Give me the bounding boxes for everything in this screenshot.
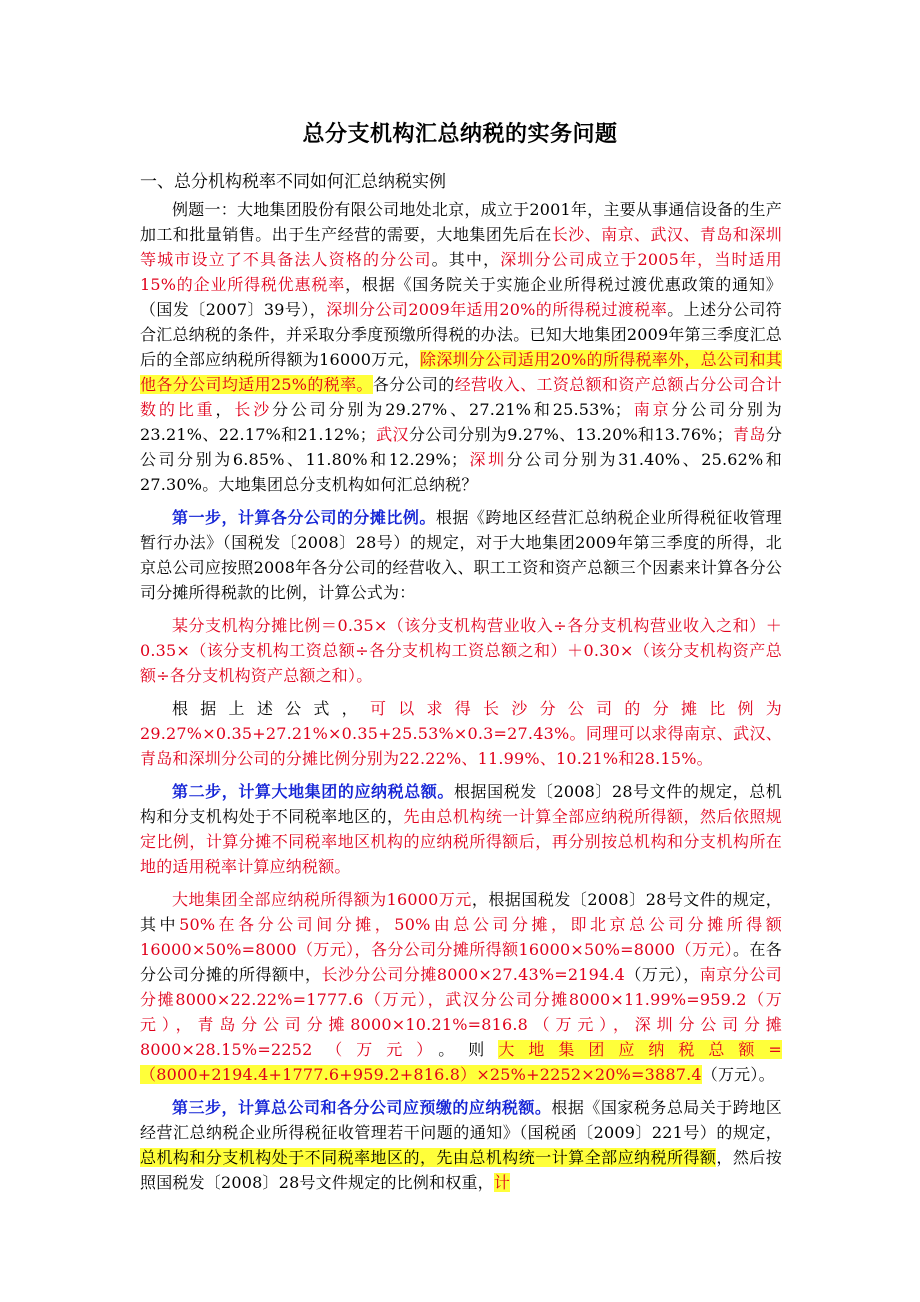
text-segment: 各分公司的 (372, 375, 455, 394)
text-segment: ，根据《国务院关于实施企业所得税过渡优惠政策的通知》（国发〔2007〕39号）， (140, 275, 782, 319)
text-segment: ，根据国税发〔2008〕28号文件的规定，其中 (140, 890, 782, 934)
section-heading: 一、总分机构税率不同如何汇总纳税实例 (140, 172, 446, 192)
paragraph-step-two (140, 779, 782, 879)
text-segment: （万元）， (625, 965, 700, 984)
text-segment: 除深圳分公司适用20%的所得税率外，总公司和其他各分公司均适用25%的税率。 (140, 350, 782, 394)
paragraph-calculation-one (140, 696, 782, 771)
text-segment: 总机构和分支机构处于不同税率地区的，先由总机构统一计算全部应纳税所得额 (140, 1148, 717, 1167)
text-segment: 根据上述公式， (172, 699, 370, 718)
paragraph-calculation-two (140, 887, 782, 1087)
text-segment: 根据《跨地区经营汇总纳税企业所得税征收管理暂行办法》（国税发〔2008〕28号）的规定，对于大地集团2009年第三季度的所得，北京总公司应按照2008年各分公司的经营收入、职工工资和资产总额三个因素来计算各分公司分摊所得税款的比例，计算公式为： (140, 508, 783, 602)
text-segment: 可以求得长沙分公司的分摊比例为29.27%×0.35+27.21%×0.35+25.53%×0.3=27.43%。同理可以求得南京、武汉、青岛和深圳分公司的分摊比例分别为22.22%、11.99%、10.21%和28.15%。 (140, 699, 782, 768)
text-segment: 计 (493, 1173, 511, 1192)
text-segment: 第二步，计算大地集团的应纳税总额。 (172, 782, 454, 801)
paragraph-step-three (140, 1095, 782, 1195)
text-segment: 分公司分别为6.85%、11.80%和12.29%； (140, 425, 783, 469)
text-segment: 。在各分公司分摊的所得额中， (140, 940, 782, 984)
text-segment: 先由总机构统一计算全部应纳税所得额，然后依照规定比例，计算分摊不同税率地区机构的应纳税所得额后，再分别按总机构和分支机构所在地的适用税率计算应纳税额。 (140, 807, 782, 876)
text-segment: 长沙、南京、武汉、青岛和深圳等城市设立了不具备法人资格的分公司 (140, 225, 782, 269)
text-segment: 。则 (438, 1040, 499, 1059)
text-segment: 南京分公司分摊8000×22.22%=1777.6（万元），武汉分公司分摊8000×11.99%=959.2（万元），青岛分公司分摊8000×10.21%=816.8（万元），深圳分公司分摊8000×28.15%=2252（万元） (140, 965, 782, 1059)
paragraph-example (140, 197, 782, 497)
text-segment: 第三步，计算总公司和各分公司应预缴的应纳税额。 (172, 1098, 552, 1117)
text-segment: 大地集团应纳税总额=（8000+2194.4+1777.6+959.2+816.8）×25%+2252×20%=3887.4 (140, 1040, 782, 1084)
text-segment: 武汉 (375, 425, 409, 444)
text-segment: 分公司分别为9.27%、13.20%和13.76%； (408, 425, 733, 444)
text-segment: 分公司分别为23.21%、22.17%和21.12%； (140, 400, 783, 444)
text-segment: 大地集团全部应纳税所得额为16000万元 (172, 890, 472, 909)
text-segment: 长沙 (234, 400, 273, 419)
paragraph-step-one (140, 505, 782, 605)
text-segment: 深圳 (467, 450, 507, 469)
text-segment: 根据《国家税务总局关于跨地区经营汇总纳税企业所得税征收管理若干问题的通知》（国税函〔2009〕221号）的规定， (140, 1098, 782, 1142)
text-segment: 分公司分别为29.27%、27.21%和25.53%； (272, 400, 632, 419)
text-segment: 长沙分公司分摊8000×27.43%=2194.4 (321, 965, 626, 984)
text-segment: 青岛 (732, 425, 766, 444)
text-segment: 某分支机构分摊比例＝0.35×（该分支机构营业收入÷各分支机构营业收入之和）＋0.35×（该分支机构工资总额÷各分支机构工资总额之和）＋0.30×（该分支机构资产总额÷各分支机构资产总额之和）。 (140, 616, 782, 685)
text-segment: 例题一：大地集团股份有限公司地处北京，成立于2001年，主要从事通信设备的生产加工和批量销售。出于生产经营的需要，大地集团先后在 (140, 200, 782, 244)
text-segment: 。上述分公司符合汇总纳税的条件，并采取分季度预缴所得税的办法。已知大地集团2009年第三季度汇总后的全部应纳税所得额为16000万元， (140, 300, 782, 369)
text-segment: ， (215, 400, 235, 419)
text-segment: 经营收入、工资总额和资产总额占分公司合计数的比重 (140, 375, 782, 419)
paragraph-formula (140, 613, 782, 688)
text-segment: 深圳分公司成立于2005年，当时适用15%的企业所得税优惠税率 (140, 250, 782, 294)
text-segment: （万元）。 (701, 1065, 775, 1084)
text-segment: 根据国税发〔2008〕28号文件的规定，总机构和分支机构处于不同税率地区的， (140, 782, 783, 826)
text-segment: ，然后按照国税发〔2008〕28号文件规定的比例和权重， (140, 1148, 782, 1192)
text-segment: 分公司分别为31.40%、25.62%和27.30%。大地集团总分支机构如何汇总纳税？ (140, 450, 782, 494)
document-title: 总分支机构汇总纳税的实务问题 (302, 122, 618, 147)
text-segment: 50%在各分公司间分摊，50%由总公司分摊，即北京总公司分摊所得额16000×50%=8000（万元），各分公司分摊所得额16000×50%=8000（万元） (140, 915, 782, 959)
document-body (140, 197, 782, 1203)
text-segment: 南京 (631, 400, 672, 419)
text-segment: 深圳分公司2009年适用20%的所得税过渡税率 (326, 300, 668, 319)
text-segment: 。其中， (431, 250, 501, 269)
text-segment: 第一步，计算各分公司的分摊比例。 (172, 508, 436, 527)
